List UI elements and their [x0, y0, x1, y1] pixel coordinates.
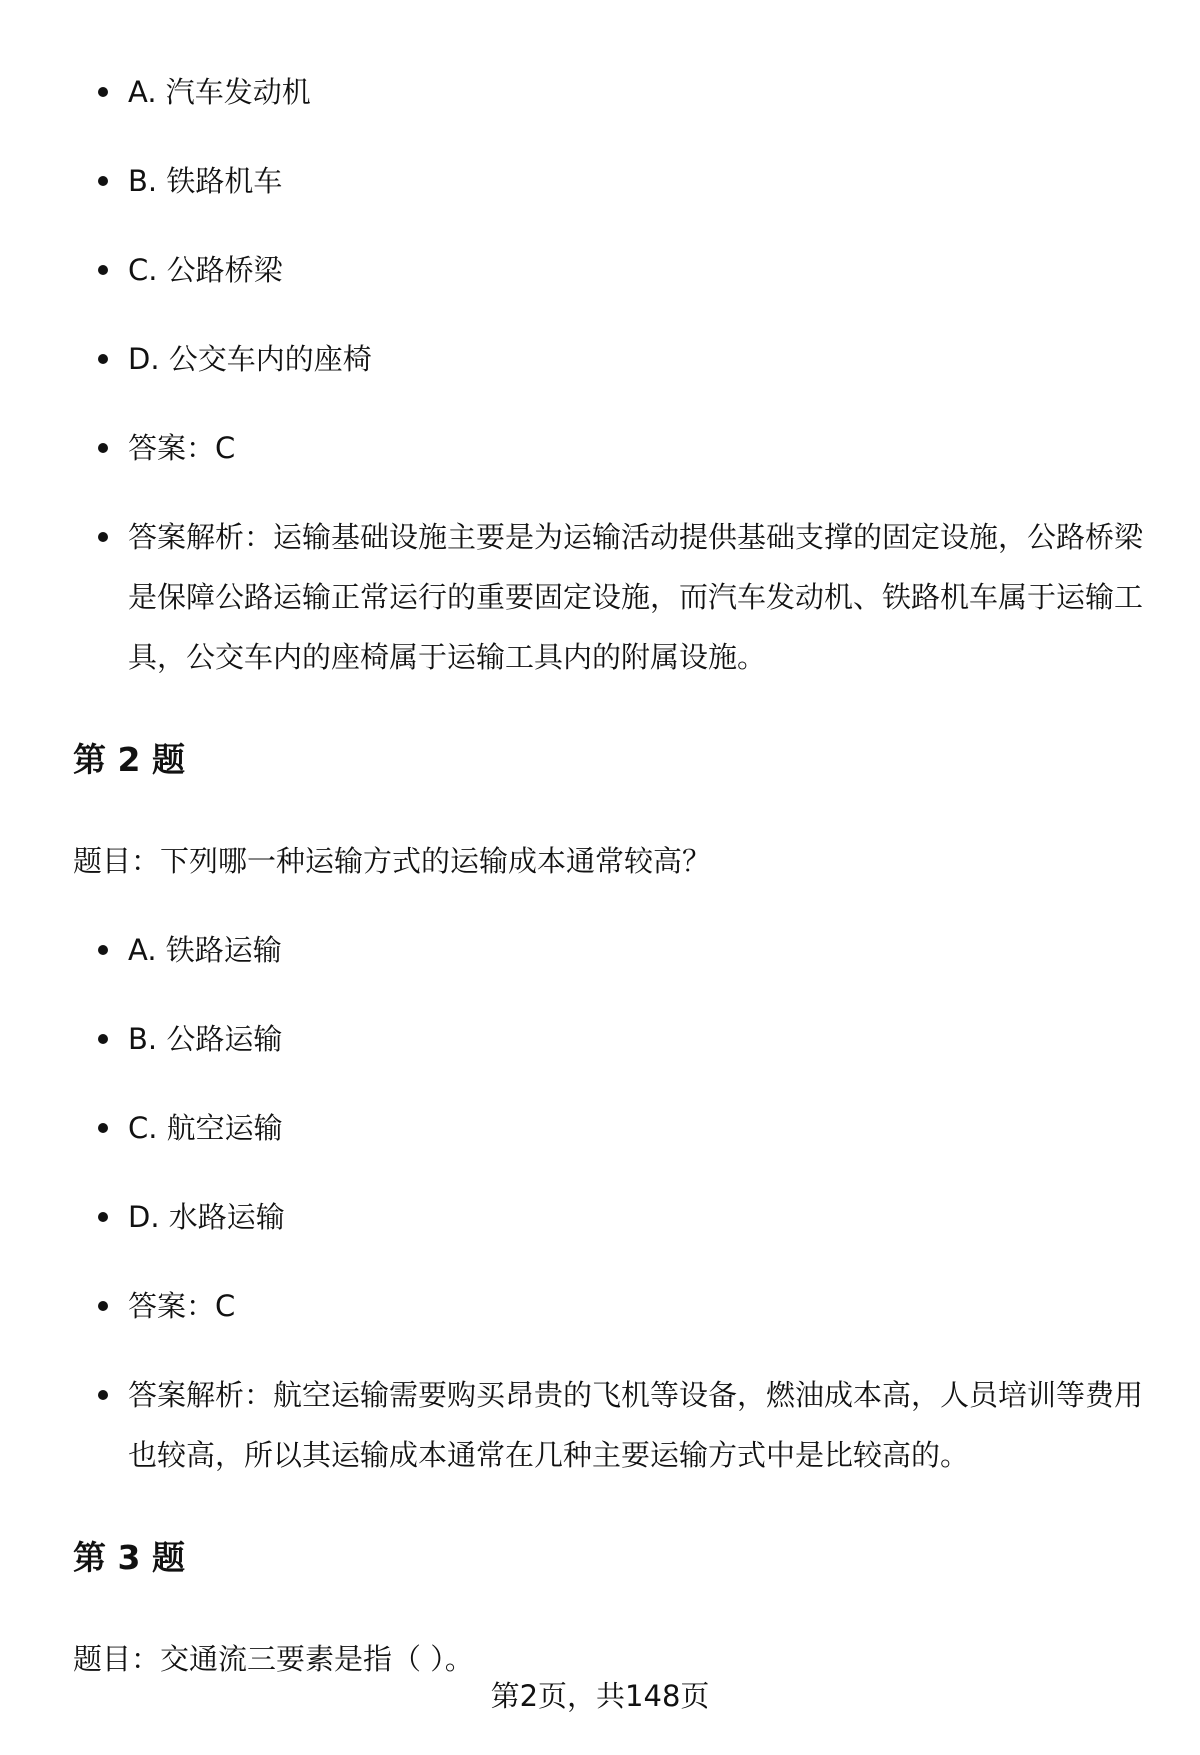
bullet-icon [98, 945, 108, 955]
bullet-icon [98, 176, 108, 186]
q1-option-d: D. 公交车内的座椅 [73, 329, 1143, 389]
q2-explanation: 答案解析：航空运输需要购买昂贵的飞机等设备，燃油成本高，人员培训等费用也较高，所以其运输成本通常在几种主要运输方式中是比较高的。 [73, 1365, 1143, 1485]
q1-option-b: B. 铁路机车 [73, 151, 1143, 211]
bullet-icon [98, 1212, 108, 1222]
bullet-icon [98, 1123, 108, 1133]
bullet-icon [98, 1390, 108, 1400]
q2-option-list [73, 920, 1143, 1485]
q2-answer: 答案：C [73, 1276, 1143, 1336]
q2-heading: 第 2 题 [73, 740, 185, 779]
q3-heading: 第 3 题 [73, 1538, 185, 1577]
bullet-icon [98, 265, 108, 275]
bullet-icon [98, 1301, 108, 1311]
document-content [73, 62, 1143, 1718]
q2-stem: 题目：下列哪一种运输方式的运输成本通常较高？ [73, 844, 712, 878]
page-number-footer: 第2页，共148页 [490, 1679, 710, 1713]
q2-option-d: D. 水路运输 [73, 1187, 1143, 1247]
q2-option-c: C. 航空运输 [73, 1098, 1143, 1158]
q1-option-c: C. 公路桥梁 [73, 240, 1143, 300]
q2-option-a: A. 铁路运输 [73, 920, 1143, 980]
bullet-icon [98, 354, 108, 364]
bullet-icon [98, 443, 108, 453]
q1-explanation: 答案解析：运输基础设施主要是为运输活动提供基础支撑的固定设施，公路桥梁是保障公路运输正常运行的重要固定设施，而汽车发动机、铁路机车属于运输工具，公交车内的座椅属于运输工具内的附属设施。 [73, 507, 1143, 687]
q1-option-list [73, 62, 1143, 687]
q2-option-b: B. 公路运输 [73, 1009, 1143, 1069]
bullet-icon [98, 87, 108, 97]
q1-option-a: A. 汽车发动机 [73, 62, 1143, 122]
q3-stem: 题目：交通流三要素是指（ ）。 [73, 1642, 474, 1676]
bullet-icon [98, 532, 108, 542]
bullet-icon [98, 1034, 108, 1044]
q1-answer: 答案：C [73, 418, 1143, 478]
